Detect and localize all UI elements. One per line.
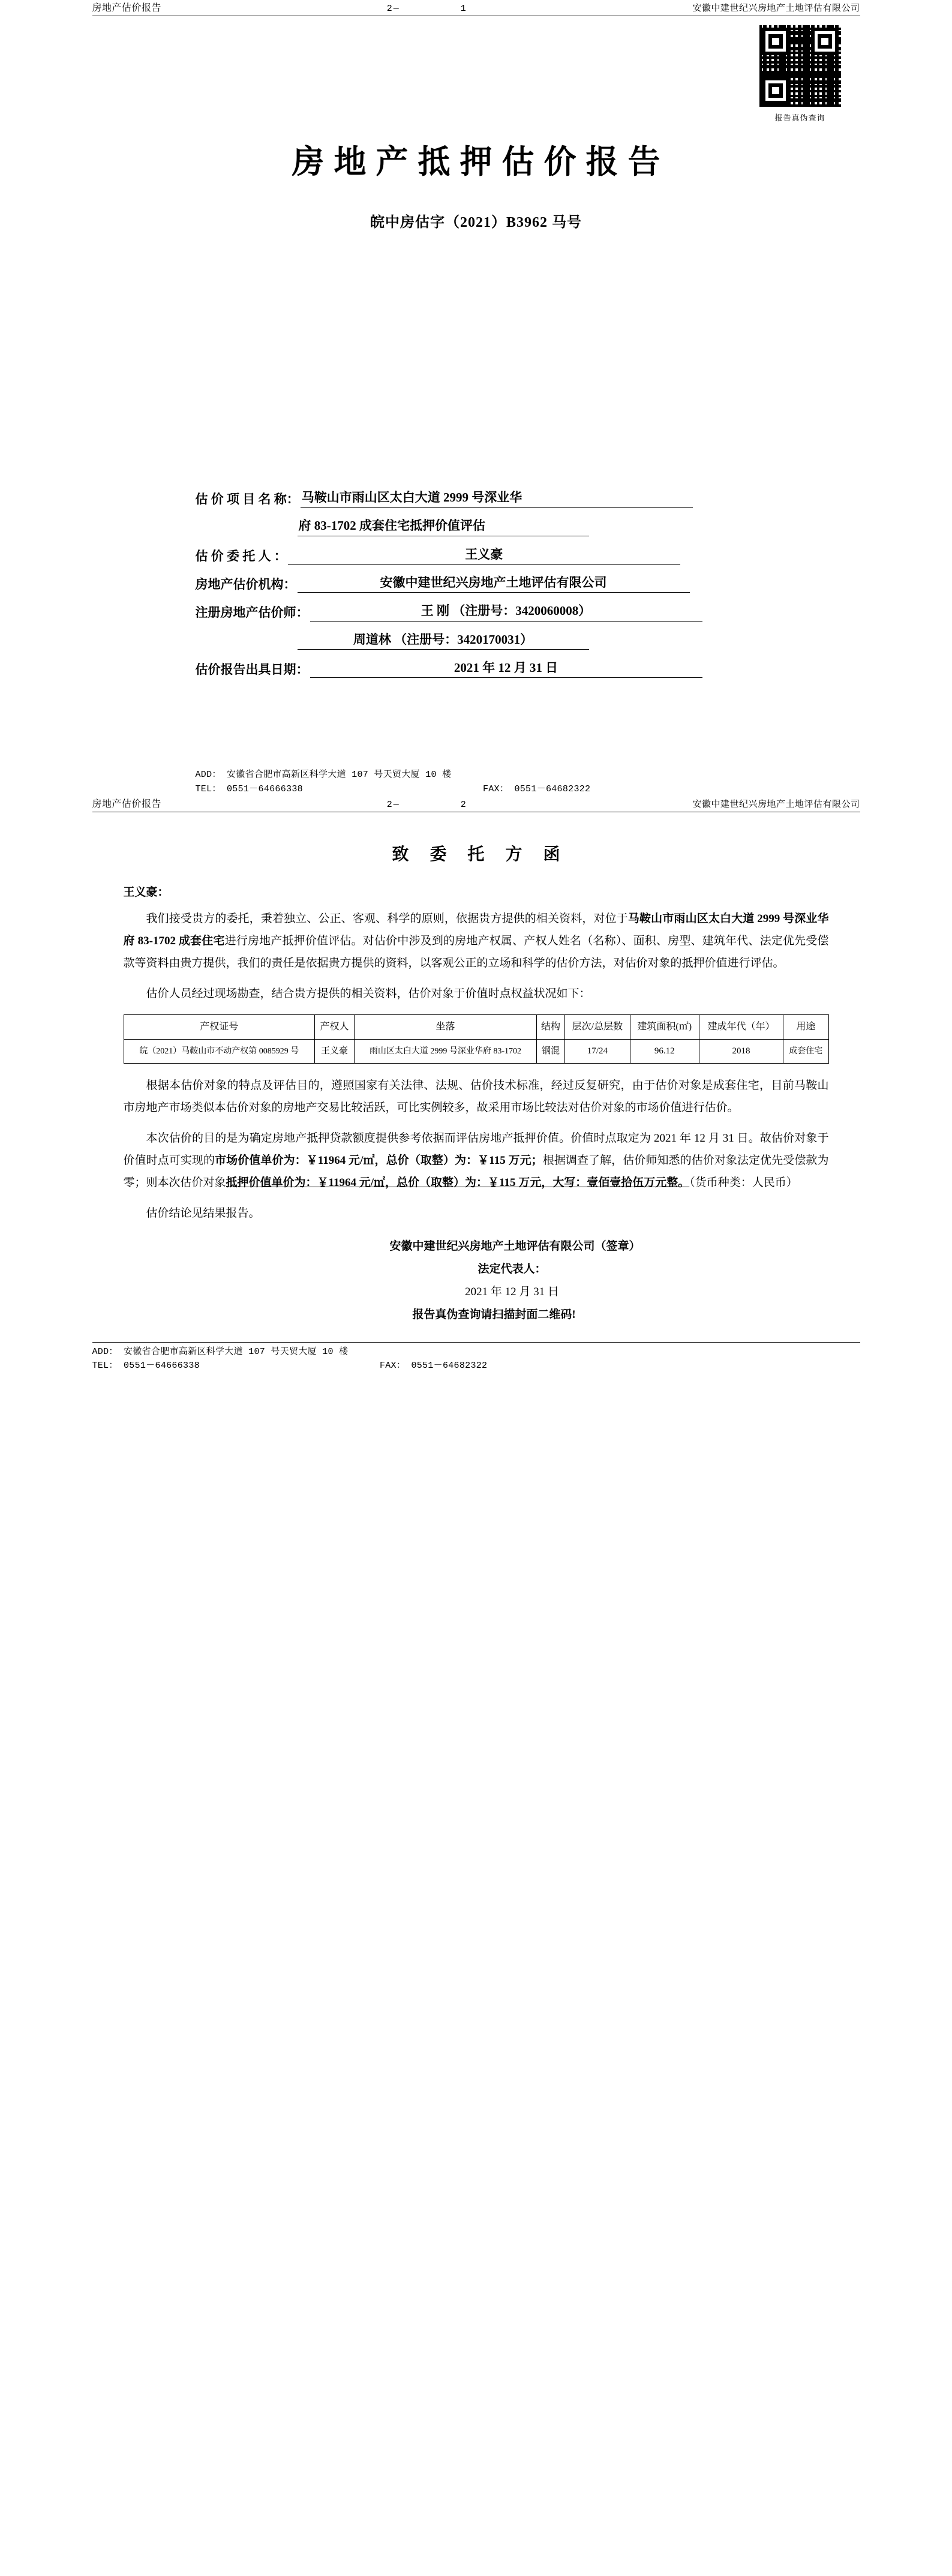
col-owner: 产权人 xyxy=(315,1015,355,1040)
col-use: 用途 xyxy=(783,1015,828,1040)
field-client-value: 王义豪 xyxy=(288,546,680,565)
para1-property: 马鞍山市雨山区太白大道 2999 号深业华府 83-1702 成套住宅 xyxy=(123,912,829,947)
footer2-tel: TEL： 0551－64666338 xyxy=(92,1361,200,1371)
cover-field-list xyxy=(92,489,860,678)
para4-part-c: 根据调查了解，估价师知悉的估价对象法定优先受偿款为零；则本次估价对象 xyxy=(123,1154,829,1189)
col-area: 建筑面积(㎡) xyxy=(630,1015,699,1040)
para4-market-value: 市场价值单价为：￥11964 元/㎡，总价（取整）为：￥115 万元； xyxy=(215,1154,543,1167)
header-page-marks xyxy=(161,4,692,14)
letter-title: 致 委 托 方 函 xyxy=(392,845,569,864)
header-right-text: 安徽中建世纪兴房地产土地评估有限公司 xyxy=(692,4,860,13)
qr-code-icon xyxy=(758,24,842,108)
field-issue-date-label: 估价报告出具日期： xyxy=(195,662,309,677)
table-row xyxy=(124,1040,828,1064)
letter-paragraph-1 xyxy=(124,908,829,974)
para1-part-c: 进行房地产抵押价值评估。对估价中涉及到的房地产权属、产权人姓名（名称）、面积、房型、建筑年代、法定优先受偿款等资料由贵方提供，我们的责任是依据贵方提供的资料，以客观公正的立场和科学的估价方法，对估价对象的抵押价值进行评估。 xyxy=(123,934,829,969)
col-cert: 产权证号 xyxy=(124,1015,315,1040)
field-agency-value: 安徽中建世纪兴房地产土地评估有限公司 xyxy=(298,574,690,593)
field-project-name-cont xyxy=(92,517,860,536)
field-project-name-value-2: 府 83-1702 成套住宅抵押价值评估 xyxy=(298,517,589,536)
field-agency-label: 房地产估价机构： xyxy=(195,577,296,592)
cover-page xyxy=(0,0,952,796)
field-agency xyxy=(92,574,860,593)
letter-paragraph-3: 根据本估价对象的特点及评估目的，遵照国家有关法律、法规、估价技术标准，经过反复研究，由于估价对象是成套住宅，目前马鞍山市房地产市场类似本估价对象的房地产交易比较活跃，可比实例较多，故采用市场比较法对估价对象的市场价值进行估价。 xyxy=(123,1079,829,1114)
field-project-name xyxy=(92,489,860,508)
cell-year: 2018 xyxy=(699,1040,783,1064)
field-appraiser-1 xyxy=(92,602,860,621)
field-appraiser-label: 注册房地产估价师： xyxy=(195,605,309,620)
col-year: 建成年代（年） xyxy=(699,1015,783,1040)
footer2-fax: FAX： 0551－64682322 xyxy=(379,1361,488,1371)
signature-date: 2021 年 12 月 31 日 xyxy=(465,1285,559,1298)
running-header-2 xyxy=(92,796,860,812)
cover-footer-address xyxy=(92,768,860,796)
letter-page xyxy=(0,796,952,1397)
cell-address: 雨山区太白大道 2999 号深业华府 83-1702 xyxy=(355,1040,537,1064)
header2-right-text: 安徽中建世纪兴房地产土地评估有限公司 xyxy=(692,799,860,809)
letter-footer-address xyxy=(92,1342,860,1373)
para1-part-a: 我们接受贵方的委托，秉着独立、公正、客观、科学的原则，依据贵方提供的相关资料，对位于 xyxy=(146,912,628,925)
header-left-text: 房地产估价报告 xyxy=(92,3,162,13)
letter-paragraph-2: 估价人员经过现场勘查，结合贵方提供的相关资料，估价对象于价值时点权益状况如下： xyxy=(146,987,591,1001)
para4-mortgage-value: 抵押价值单价为：￥11964 元/㎡，总价（取整）为：￥115 万元，大写：壹佰壹拾伍万元整。 xyxy=(226,1176,690,1189)
cell-floor: 17/24 xyxy=(565,1040,630,1064)
running-header xyxy=(92,0,860,16)
letter-paragraph-4 xyxy=(124,1127,829,1194)
header-page-mark-2: 1 xyxy=(460,4,467,14)
footer2-address-line: ADD： 安徽省合肥市高新区科学大道 107 号天贸大厦 10 楼 xyxy=(92,1346,349,1357)
field-appraiser-2-value: 周道林 （注册号：3420170031） xyxy=(298,631,589,650)
property-table xyxy=(124,1014,829,1064)
footer-address-line: ADD： 安徽省合肥市高新区科学大道 107 号天贸大厦 10 楼 xyxy=(195,770,452,780)
page-title: 房地产抵押估价报告 xyxy=(292,144,670,180)
report-number: 皖中房估字（2021）B3962 马号 xyxy=(370,215,582,230)
footer-fax: FAX： 0551－64682322 xyxy=(482,783,591,794)
letter-paragraph-5: 估价结论见结果报告。 xyxy=(146,1206,260,1220)
col-floor: 层次/总层数 xyxy=(565,1015,630,1040)
qr-caption: 报告真伪查询 xyxy=(774,113,825,122)
cell-owner: 王义豪 xyxy=(315,1040,355,1064)
para4-part-a: 本次估价的目的是为确定房地产抵押贷款额度提供参考依据而评估房地产抵押价值。价值时点取定为 2021 年 12 月 31 日。故估价对象于价值时点可实现的 xyxy=(123,1131,829,1167)
cell-use: 成套住宅 xyxy=(783,1040,828,1064)
signature-legal-rep: 法定代表人： xyxy=(477,1262,546,1275)
header2-page-marks xyxy=(161,800,692,810)
col-structure: 结构 xyxy=(536,1015,565,1040)
table-header-row xyxy=(124,1015,828,1040)
field-issue-date xyxy=(92,659,860,678)
signature-note: 报告真伪查询请扫描封面二维码! xyxy=(412,1308,576,1321)
field-appraiser-1-value: 王 刚 （注册号：3420060008） xyxy=(310,602,702,621)
field-client xyxy=(92,546,860,565)
signature-block xyxy=(124,1235,829,1326)
header2-page-mark-1: 2— xyxy=(386,799,400,810)
field-issue-date-value: 2021 年 12 月 31 日 xyxy=(310,659,702,678)
letter-salutation: 王义豪： xyxy=(123,885,169,899)
field-client-label: 估 价 委 托 人 ： xyxy=(195,548,287,563)
field-project-name-value: 马鞍山市雨山区太白大道 2999 号深业华 xyxy=(301,489,693,508)
col-address: 坐落 xyxy=(355,1015,537,1040)
field-appraiser-2 xyxy=(92,631,860,650)
header2-page-mark-2: 2 xyxy=(460,799,467,810)
qr-code-block xyxy=(752,24,848,123)
cell-structure: 钢混 xyxy=(536,1040,565,1064)
header-page-mark-1: 2— xyxy=(386,4,400,14)
para4-part-e: （货币种类：人民币） xyxy=(689,1176,798,1189)
cell-cert: 皖（2021）马鞍山市不动产权第 0085929 号 xyxy=(124,1040,315,1064)
header2-left-text: 房地产估价报告 xyxy=(92,798,162,809)
cell-area: 96.12 xyxy=(630,1040,699,1064)
signature-company: 安徽中建世纪兴房地产土地评估有限公司（签章） xyxy=(389,1239,641,1253)
field-project-name-label: 估 价 项 目 名 称： xyxy=(195,492,299,506)
footer-tel: TEL： 0551－64666338 xyxy=(195,783,303,794)
